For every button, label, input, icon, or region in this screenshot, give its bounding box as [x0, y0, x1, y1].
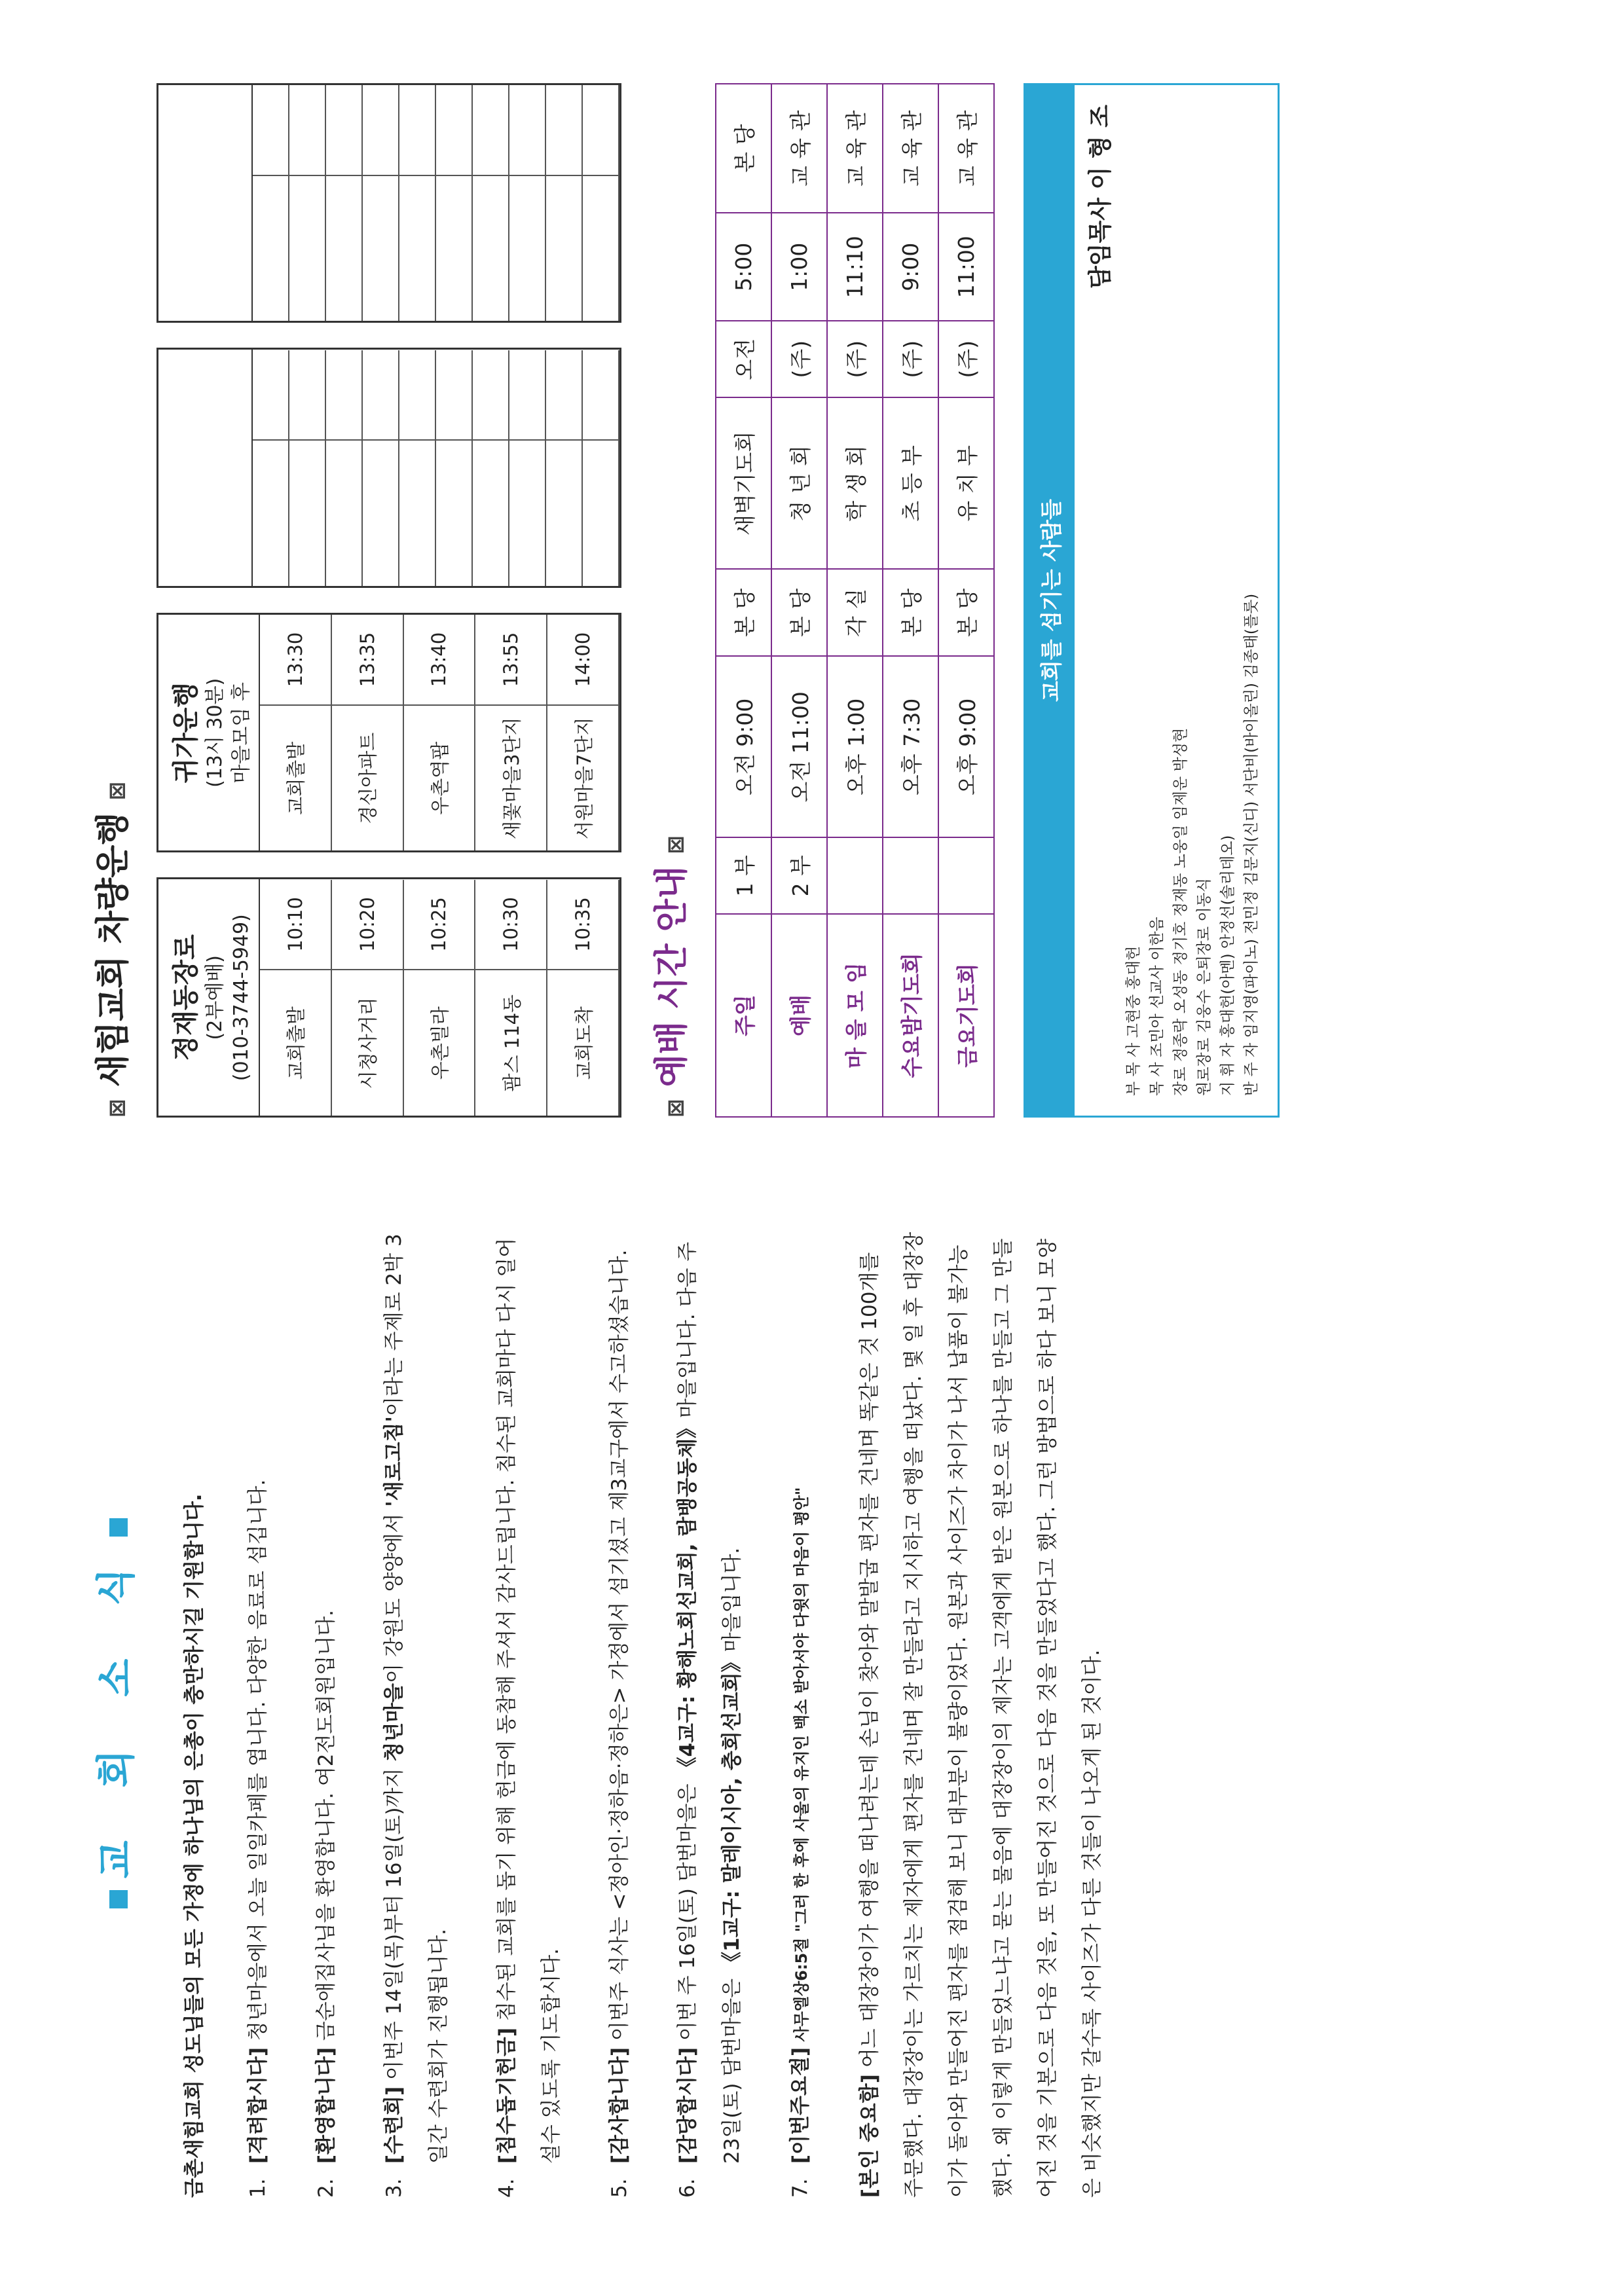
news-intro: 금촌새힘교회 성도님들의 모든 가정에 하나님의 은총이 충만하시길 기원합니다.	[183, 1493, 206, 2198]
worship-cell: 금요기도회	[938, 914, 994, 1117]
item-number: 5.	[608, 2178, 631, 2198]
item-text: 청년마을에서 오늘 일일카페를 엽니다. 다양한 음료로 섬깁니다.	[246, 1479, 270, 2047]
bus-stop-name: 시청사거리	[332, 970, 404, 1116]
bus-stop-name	[509, 175, 546, 321]
worship-cell	[883, 837, 938, 914]
item-label: [수련회]	[382, 2086, 406, 2164]
worship-cell: 오전	[716, 321, 771, 397]
item-text: 마을입니다. 다음 주 23일(토) 담번마을은	[676, 1241, 744, 2164]
item-label: [이번주요절]	[788, 2047, 812, 2164]
bus-driver-title: 귀가운행	[171, 682, 201, 784]
staff-line: 지 휘 자 홍대헌(아멘) 안정선(솔리데오)	[1219, 835, 1236, 1096]
worship-row	[938, 84, 994, 1117]
news-item	[597, 1229, 642, 2198]
staff-box	[1024, 83, 1280, 1118]
bus-stop-name: 팜스 114동	[475, 970, 547, 1116]
bus-card-header	[158, 350, 253, 587]
bus-stop-time	[473, 350, 509, 440]
square-bullet-icon	[109, 1518, 128, 1537]
bus-stop-time: 13:30	[260, 615, 332, 704]
item-emphasis: 청년마을	[382, 1683, 406, 1762]
bus-stop-time	[509, 350, 546, 440]
bus-stop-time	[546, 85, 583, 175]
bus-card-header	[158, 880, 260, 1116]
bus-stop-name	[289, 440, 326, 587]
bus-stop-name: 서원마을7단지	[547, 704, 619, 851]
worship-cell: 학 생 회	[827, 397, 883, 569]
senior-pastor: 담임목사 이 형 조	[1087, 105, 1114, 289]
item-text: 이번 주 16일(토) 담번마을은	[676, 1777, 699, 2047]
bus-stop-name	[399, 175, 436, 321]
bus-card-subtitle: (2부예배)	[204, 955, 227, 1040]
bus-stop-name	[326, 440, 363, 587]
bus-stop-time	[253, 350, 289, 440]
bus-driver-title	[165, 354, 195, 583]
bus-stop-time	[399, 350, 436, 440]
bus-stop-name	[583, 175, 619, 321]
staff-body	[1075, 85, 1278, 1116]
story-label: [본인 중요함]	[858, 2074, 881, 2198]
bus-stop-time	[363, 350, 399, 440]
bus-stop-name	[436, 440, 473, 587]
worship-cell: 수요밤기도회	[883, 914, 938, 1117]
bus-card	[157, 878, 621, 1118]
bus-stop-time	[546, 350, 583, 440]
item-emphasis: '새로고침'	[382, 1416, 406, 1507]
worship-cell: 오후 9:00	[938, 656, 994, 837]
news-title	[85, 1229, 141, 2198]
bus-section-title	[85, 83, 134, 1118]
worship-cell: (주)	[827, 321, 883, 397]
news-item	[236, 1229, 280, 2198]
worship-cell: 본 당	[716, 84, 771, 213]
bus-stop-time	[289, 350, 326, 440]
bus-title-text: 새힘교회 차량운행	[94, 812, 133, 1087]
staff-header: 교회를 섬기는 사람들	[1025, 85, 1075, 1116]
item-number: 3.	[382, 2178, 406, 2198]
item-text: 마을입니다.	[720, 1547, 744, 1652]
item-text: 이번주 식사는 <정아인·정하음·정하은> 가정에서 섬기셨고 제3교구에서 수고하셨습니다.	[608, 1249, 631, 2047]
worship-cell: (주)	[938, 321, 994, 397]
bus-stop-time: 13:35	[332, 615, 404, 704]
bus-stop-name: 교회도착	[547, 970, 619, 1116]
story-text: 어느 대장장이가 여행을 떠나려는데 손님이 찾아와 말발굽 편자를 건네며 똑같은 것 100개를 주문했다. 대장장이는 가르치는 제자에게 편자를 건네며 잘 만들라고 지시하고 여행을 떠났다. 몇 일 후 대장장이가 돌아와 만들어진 편자를 점검해 보니 대부분이 불량이었다. 원본과 사이즈가 차이가 나서 납품이 불가능했다. 왜 이렇게 만들었느냐고 묻는 물음에 대장장이의 제자는 고객에게 받은 원본으로 하나를 만들고 그 만들어진 것을 기본으로 다음 것을, 또 만들어진 것으로 다음 것을 만들었다고 했다. 그런 방법으로 하다 보니 모양은 비슷했지만 갈수록 사이즈가 다른 것들이 나오게 된 것이다.	[858, 1231, 1104, 2198]
bus-stop-name	[253, 440, 289, 587]
bus-stop-time: 13:55	[475, 615, 547, 704]
bus-card-subtitle: (010-3744-5949)	[230, 914, 253, 1082]
item-number: 2.	[314, 2178, 338, 2198]
bus-schedule-cards	[157, 83, 621, 1118]
bus-stop-time	[583, 85, 619, 175]
item-text: 침수된 교회를 돕기 위해 헌금에 동참해 주셔서 감사드립니다. 침수된 교회마다 다시 일어설수 있도록 기도합시다.	[495, 1237, 563, 2164]
worship-cell	[827, 837, 883, 914]
item-text: 이라는 주제로 2박 3일간 수련회가 진행됩니다.	[382, 1233, 451, 2164]
worship-title-text: 예배 시간 안내	[652, 866, 692, 1087]
ornament-icon: ⊠	[104, 1099, 130, 1118]
news-list	[236, 1229, 824, 2198]
staff-line: 부 목 사 고현중 홍대헌	[1125, 945, 1142, 1096]
item-text: 이번주 14일(목)부터 16일(토)까지	[382, 1761, 406, 2086]
worship-cell: 본 당	[716, 569, 771, 656]
worship-cell: 본 당	[771, 569, 827, 656]
bus-card	[157, 83, 621, 323]
bus-stop-time: 10:30	[475, 880, 547, 970]
bus-stop-name	[436, 175, 473, 321]
bus-stop-time	[509, 85, 546, 175]
bus-driver-title	[165, 89, 195, 318]
bus-stop-time	[289, 85, 326, 175]
bus-card-header	[158, 615, 260, 851]
worship-cell: 본 당	[883, 569, 938, 656]
item-label: [격려합시다]	[246, 2047, 270, 2164]
worship-cell: 교 육 관	[883, 84, 938, 213]
worship-time-table	[715, 83, 995, 1118]
bus-stop-time	[326, 85, 363, 175]
news-item	[778, 1229, 824, 2198]
staff-line: 반 주 자 임지영(파이노) 전민정 김문지(신디) 서단비(바이올린) 김종태(플룻)	[1243, 593, 1260, 1096]
worship-cell: 마 을 모 임	[827, 914, 883, 1117]
bus-card-subtitle	[195, 89, 221, 318]
item-text: 금순애집사님을 환영합니다. 여2전도회원입니다.	[314, 1610, 338, 2047]
bus-stop-time	[399, 85, 436, 175]
worship-cell: (주)	[771, 321, 827, 397]
bus-card-subtitle	[221, 354, 248, 583]
bus-stop-name	[509, 440, 546, 587]
bus-stop-name: 교회출발	[260, 704, 332, 851]
worship-cell: 청 년 회	[771, 397, 827, 569]
square-bullet-icon	[109, 1890, 128, 1908]
news-item	[665, 1229, 754, 2198]
bus-stop-name	[399, 440, 436, 587]
worship-cell: 1:00	[771, 213, 827, 321]
bus-stop-name: 경신아파트	[332, 704, 404, 851]
church-news-section	[85, 1229, 1115, 2198]
item-label: [침수돕기헌금]	[495, 2027, 519, 2164]
bus-card	[157, 348, 621, 589]
weekly-verse: 사무엘상6:5절 "그러 한 후에 사울의 유지인 백소 받아서야 다윗의 마음이 평안"	[792, 1487, 811, 2047]
news-title-text: 교 회 소 식	[94, 1548, 139, 1879]
ornament-icon: ⊠	[104, 781, 130, 801]
worship-cell: 11:10	[827, 213, 883, 321]
worship-cell: 2 부	[771, 837, 827, 914]
bus-stop-grid	[253, 350, 619, 587]
staff-line: 목 사 조민아 선교사 이한음	[1149, 917, 1166, 1096]
worship-row	[883, 84, 938, 1117]
bus-stop-grid	[253, 85, 619, 321]
bus-stop-name: 새꽃마을3단지	[475, 704, 547, 851]
bus-stop-name	[473, 175, 509, 321]
bus-card-subtitle: 마을모임 후	[230, 682, 253, 784]
worship-cell: 교 육 관	[938, 84, 994, 213]
bus-stop-name: 교회출발	[260, 970, 332, 1116]
news-item	[304, 1229, 348, 2198]
bus-stop-grid	[260, 615, 619, 851]
bus-stop-name	[473, 440, 509, 587]
item-emphasis: 《4교구: 황해노회선교회, 람뱅공동체》	[676, 1417, 699, 1777]
worship-cell: 1 부	[716, 837, 771, 914]
ornament-icon: ⊠	[663, 835, 689, 854]
worship-cell: 주일	[716, 914, 771, 1117]
bus-stop-name: 우촌역팝	[404, 704, 476, 851]
item-label: [감사합니다]	[608, 2047, 631, 2164]
bus-stop-time	[363, 85, 399, 175]
item-number: 6.	[676, 2178, 699, 2198]
bus-stop-name	[253, 175, 289, 321]
worship-row	[827, 84, 883, 1117]
worship-cell: 초 등 부	[883, 397, 938, 569]
worship-cell	[938, 837, 994, 914]
bus-stop-time: 10:20	[332, 880, 404, 970]
bus-stop-time	[583, 350, 619, 440]
item-text: 이 강원도 양양에서	[382, 1506, 406, 1683]
service-info-section	[85, 83, 1280, 1118]
item-label: [감당합시다]	[676, 2047, 699, 2164]
worship-row	[771, 84, 827, 1117]
bus-stop-time	[473, 85, 509, 175]
bus-card-subtitle: (13시 30분)	[204, 678, 227, 788]
worship-cell: 11:00	[938, 213, 994, 321]
bus-stop-name	[583, 440, 619, 587]
bus-stop-time	[253, 85, 289, 175]
worship-cell: 각 실	[827, 569, 883, 656]
bus-stop-time	[326, 350, 363, 440]
bus-stop-time: 14:00	[547, 615, 619, 704]
worship-cell: 새벽기도회	[716, 397, 771, 569]
worship-cell: 본 당	[938, 569, 994, 656]
worship-cell: 유 치 부	[938, 397, 994, 569]
worship-cell: 오전 11:00	[771, 656, 827, 837]
bus-stop-name	[546, 440, 583, 587]
bus-stop-name	[363, 175, 399, 321]
staff-line: 장로 정종락 오성동 정기호 정재동 노웅일 임제운 박성현	[1172, 727, 1189, 1096]
staff-line: 원로장로 김웅수 은퇴장로 이동식	[1196, 878, 1213, 1096]
bus-stop-time	[436, 85, 473, 175]
worship-cell: (주)	[883, 321, 938, 397]
bus-card-subtitle	[195, 354, 221, 583]
bus-stop-name: 우촌빌라	[404, 970, 476, 1116]
bus-stop-name	[546, 175, 583, 321]
bus-stop-time: 10:35	[547, 880, 619, 970]
worship-cell: 예배	[771, 914, 827, 1117]
item-label: [환영합니다]	[314, 2047, 338, 2164]
news-item	[485, 1229, 574, 2198]
worship-cell: 오후 1:00	[827, 656, 883, 837]
bus-stop-name	[326, 175, 363, 321]
bus-card	[157, 613, 621, 853]
worship-row	[716, 84, 771, 1117]
bus-driver-title: 정재동장로	[171, 934, 201, 1061]
worship-cell: 오후 7:30	[883, 656, 938, 837]
bus-stop-grid	[260, 880, 619, 1116]
worship-cell: 5:00	[716, 213, 771, 321]
worship-cell: 9:00	[883, 213, 938, 321]
worship-cell: 교 육 관	[771, 84, 827, 213]
story-paragraph	[847, 1229, 1115, 2198]
bus-stop-time: 13:40	[404, 615, 476, 704]
bus-card-subtitle	[221, 89, 248, 318]
bus-stop-time: 10:10	[260, 880, 332, 970]
item-emphasis: 《1교구: 말레이시아, 충회선교회》	[720, 1652, 744, 1973]
worship-cell: 교 육 관	[827, 84, 883, 213]
item-number: 7.	[788, 2178, 812, 2198]
ornament-icon: ⊠	[663, 1099, 689, 1118]
worship-section-title	[644, 83, 693, 1118]
bus-stop-name	[289, 175, 326, 321]
item-number: 1.	[246, 2178, 270, 2198]
worship-cell: 오전 9:00	[716, 656, 771, 837]
bus-card-header	[158, 85, 253, 321]
bus-stop-time	[436, 350, 473, 440]
item-number: 4.	[495, 2178, 519, 2198]
bus-stop-name	[363, 440, 399, 587]
news-item	[372, 1229, 461, 2198]
bus-stop-time: 10:25	[404, 880, 476, 970]
